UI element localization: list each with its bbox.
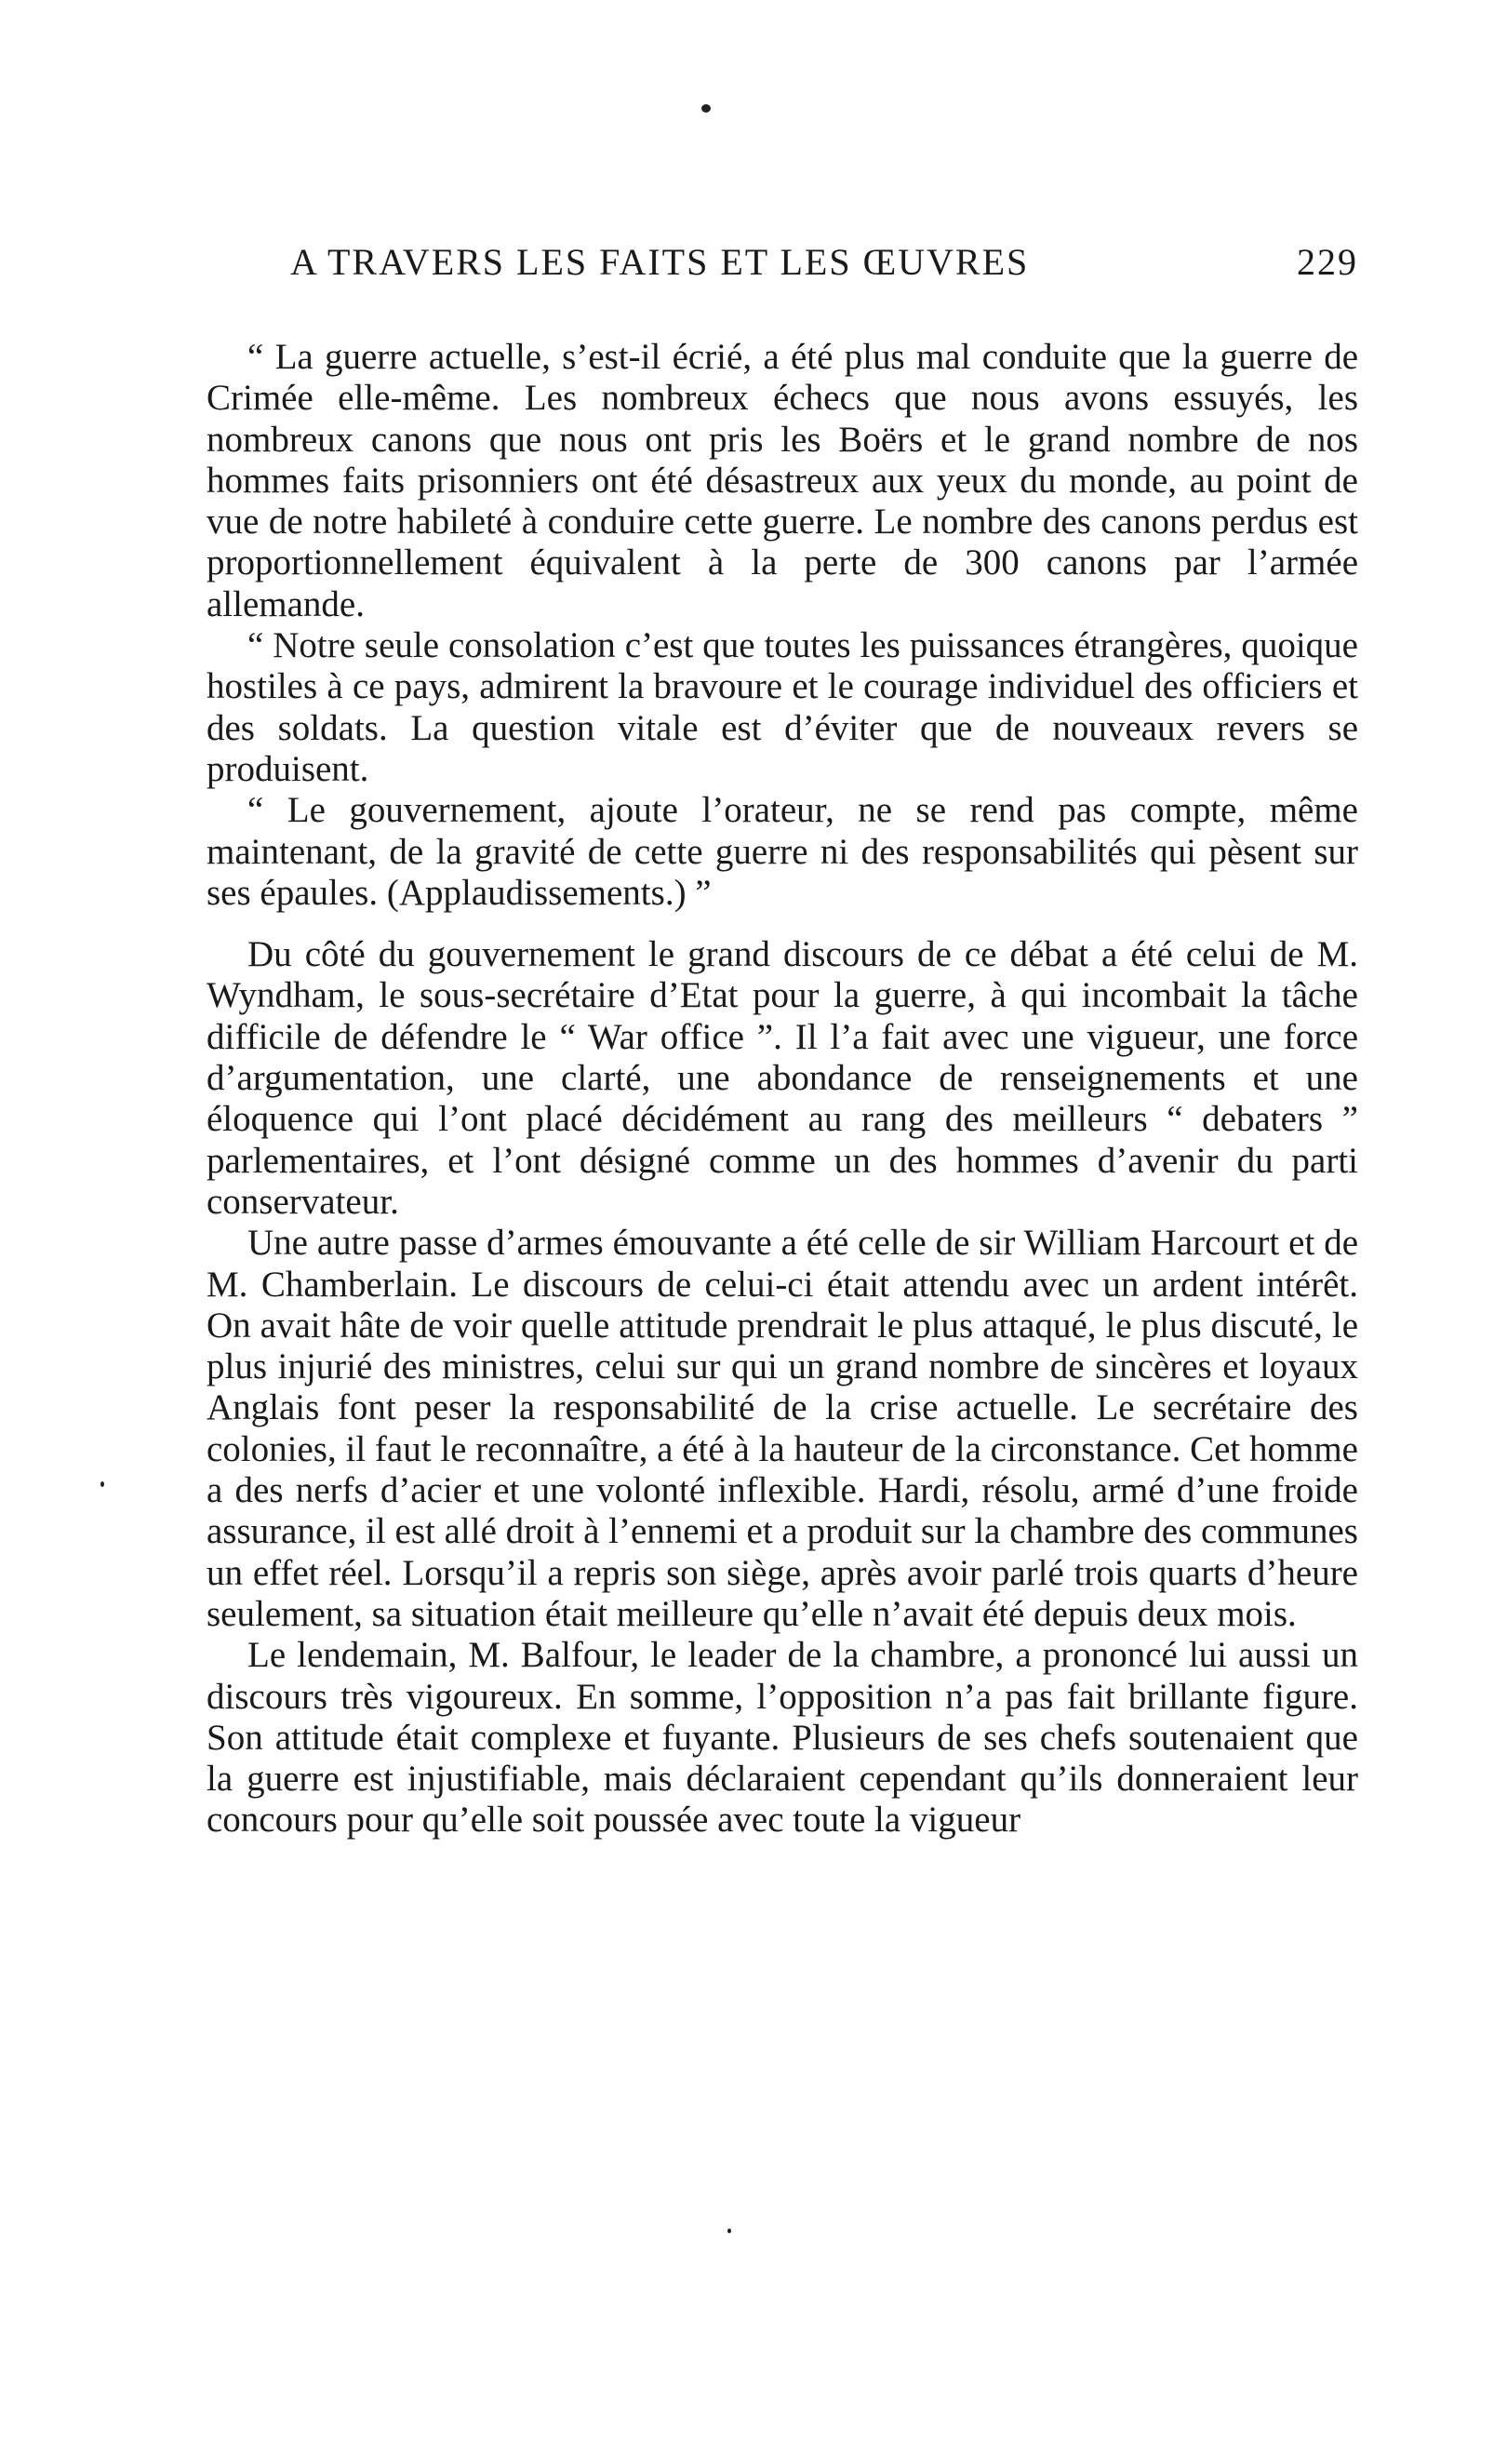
body-text (207, 337, 1358, 1841)
running-header (290, 240, 1358, 296)
paragraph-wyndham: Du côté du gouvernement le grand discours de ce débat a été celui de M. Wyndham, le sous-secrétaire d’Etat pour la guerre, à qui incombait la tâche difficile de défendre le “ War office ”. Il l’a fait avec une vigueur, une force d’argumentation, une clarté, une abondance de renseignements et une éloquence qui l’ont placé décidément au rang des meilleurs “ debaters ” parlementaires, et l’ont désigné comme un des hommes d’avenir du parti conservateur. (207, 934, 1358, 1222)
page-number: 229 (1297, 241, 1358, 283)
paragraph-chamberlain: Une autre passe d’armes émouvante a été celle de sir William Harcourt et de M. Chamberlain. Le discours de celui-ci était attendu avec un ardent intérêt. On avait hâte de voir quelle attitude prendrait le plus attaqué, le plus discuté, le plus injurié des ministres, celui sur qui un grand nombre de sincères et loyaux Anglais font peser la responsabilité de la crise actuelle. Le secrétaire des colonies, il faut le reconnaître, a été à la hauteur de la circonstance. Cet homme a des nerfs d’acier et une volonté inflexible. Hardi, résolu, armé d’une froide assurance, il est allé droit à l’ennemi et a produit sur la chambre des communes un effet réel. Lorsqu’il a repris son siège, après avoir parlé trois quarts d’heure seulement, sa situation était meilleure qu’elle n’avait été depuis deux mois. (207, 1223, 1358, 1634)
paragraph-quote-2: “ Notre seule consolation c’est que toutes les puissances étrangères, quoique hostiles à ce pays, admirent la bravoure et le courage individuel des officiers et des soldats. La question vitale est d’éviter que de nouveaux revers se produisent. (207, 625, 1358, 789)
paragraph-balfour: Le lendemain, M. Balfour, le leader de la chambre, a prononcé lui aussi un discours très vigoureux. En somme, l’opposition n’a pas fait brillante figure. Son attitude était complexe et fuyante. Plusieurs de ses chefs soutenaient que la guerre est injustifiable, mais déclaraient cependant qu’ils donneraient leur concours pour qu’elle soit poussée avec toute la vigueur (207, 1635, 1358, 1841)
ink-speck-top (701, 104, 711, 113)
paragraph-quote-1: “ La guerre actuelle, s’est-il écrié, a été plus mal conduite que la guerre de Crimée elle-même. Les nombreux échecs que nous avons essuyés, les nombreux canons que nous ont pris les Boërs et le grand nombre de nos hommes faits prisonniers ont été désastreux aux yeux du monde, au point de vue de notre habileté à conduire cette guerre. Le nombre des canons perdus est proportionnellement équivalent à la perte de 300 canons par l’armée allemande. (207, 337, 1358, 624)
ink-speck-bottom (727, 2229, 731, 2233)
ink-speck-margin (100, 1481, 104, 1487)
running-header-title: A TRAVERS LES FAITS ET LES ŒUVRES (290, 241, 1030, 283)
paragraph-quote-3: “ Le gouvernement, ajoute l’orateur, ne se rend pas compte, même maintenant, de la gravité de cette guerre ni des responsabilités qui pèsent sur ses épaules. (Applaudissements.) ” (207, 790, 1358, 913)
